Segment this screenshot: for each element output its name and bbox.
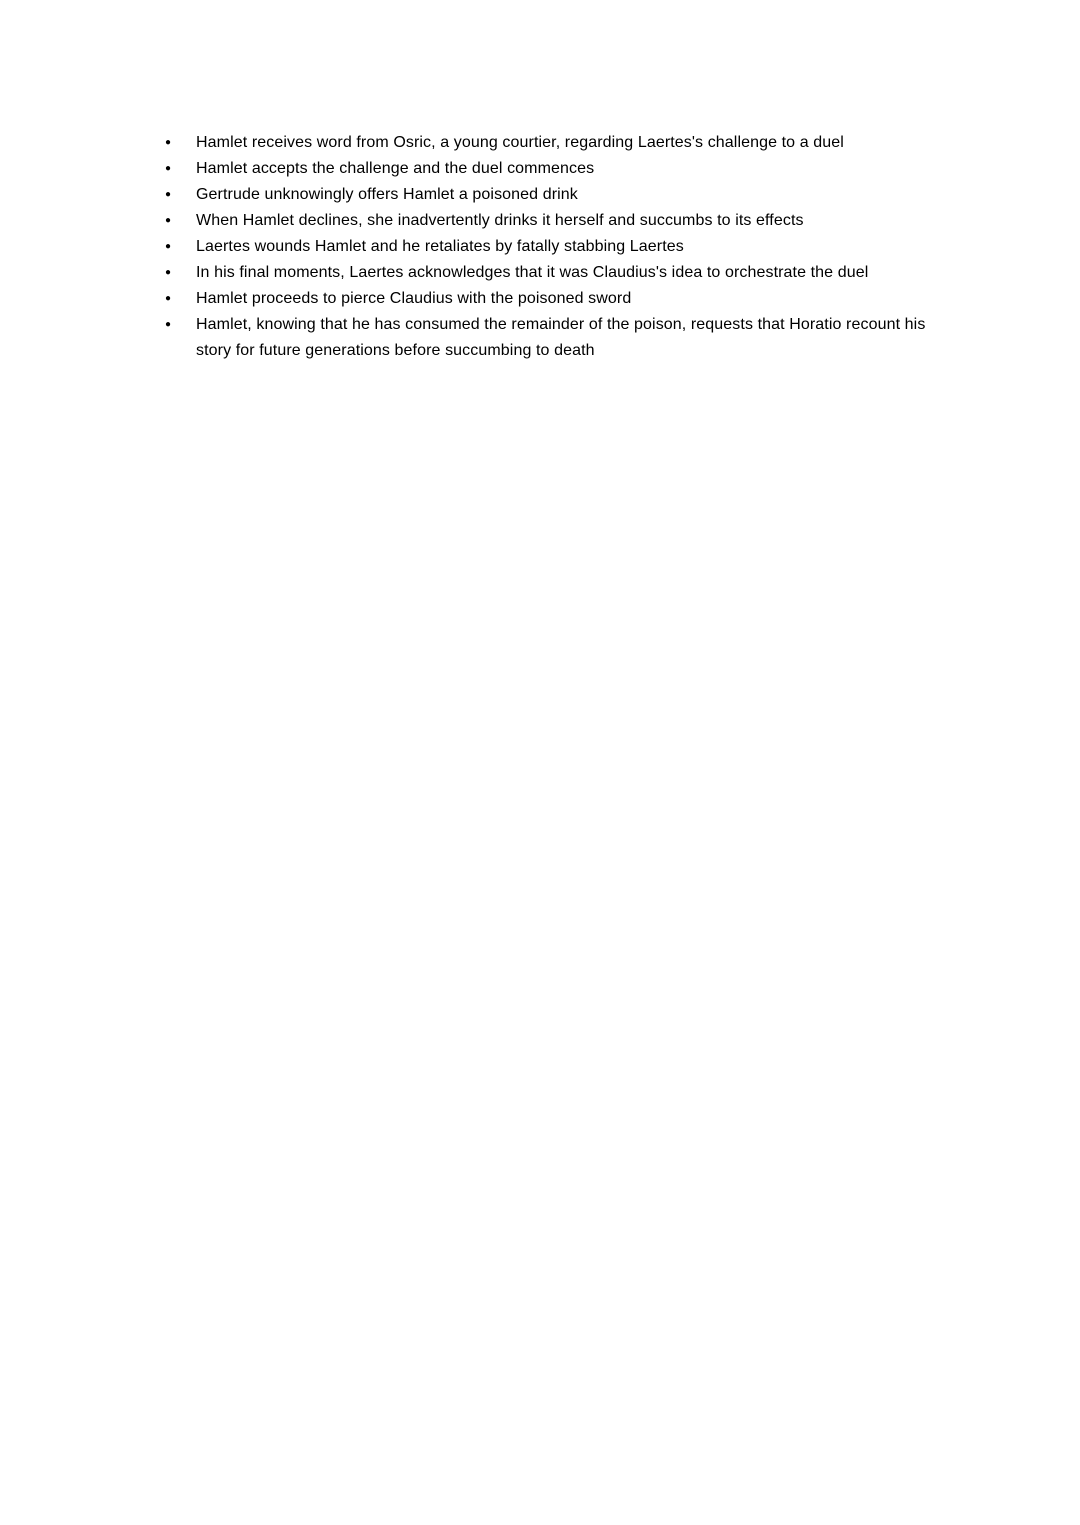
bullet-list bbox=[163, 130, 946, 364]
list-item: ● Laertes wounds Hamlet and he retaliates by fatally stabbing Laertes bbox=[163, 234, 946, 260]
list-item: ● Hamlet accepts the challenge and the duel commences bbox=[163, 156, 946, 182]
list-item: ● Hamlet proceeds to pierce Claudius with the poisoned sword bbox=[163, 286, 946, 312]
list-item: ● Hamlet, knowing that he has consumed the remainder of the poison, requests that Horatio recount his story for future generations before succumbing to death bbox=[163, 312, 946, 364]
list-item: ● In his final moments, Laertes acknowledges that it was Claudius's idea to orchestrate the duel bbox=[163, 260, 946, 286]
list-item: ● Gertrude unknowingly offers Hamlet a poisoned drink bbox=[163, 182, 946, 208]
list-item: ● Hamlet receives word from Osric, a young courtier, regarding Laertes's challenge to a duel bbox=[163, 130, 946, 156]
list-item: ● When Hamlet declines, she inadvertently drinks it herself and succumbs to its effects bbox=[163, 208, 946, 234]
